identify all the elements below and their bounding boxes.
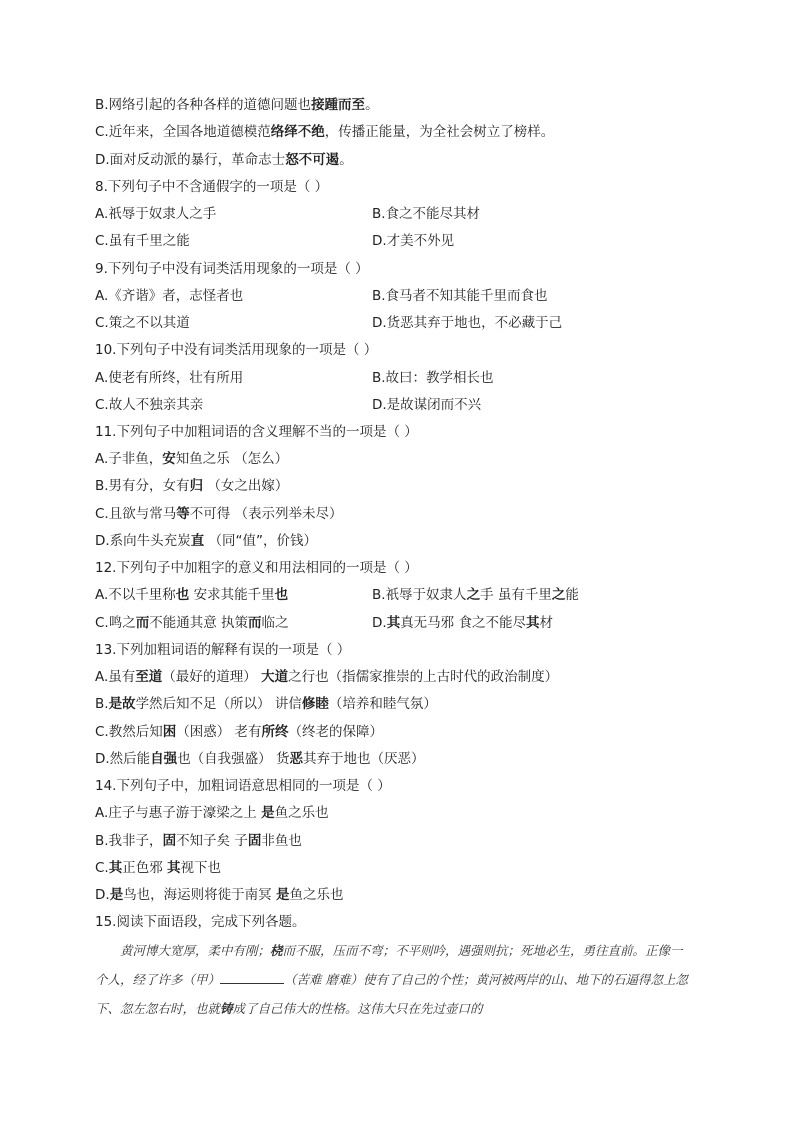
question-15: 15.阅读下面语段，完成下列各题。 — [95, 914, 306, 930]
bold-term: 接踵而至 — [311, 97, 366, 113]
bold-term: 自强 — [150, 751, 178, 767]
q12-option-b: B.祇辱于奴隶人之手 虽有千里之能 — [372, 587, 579, 603]
q13-option-c: C.教然后知困（困惑） 老有所终（终老的保障） — [95, 724, 384, 740]
question-10: 10.下列句子中没有词类活用现象的一项是（ ） — [95, 342, 378, 358]
q10-option-a: A.使老有所终，壮有所用 — [95, 370, 244, 386]
q11-option-b: B.男有分，女有归 （女之出嫁） — [95, 478, 289, 494]
bold-term: 大道 — [261, 669, 289, 685]
q14-option-d: D.是鸟也，海运则将徙于南冥 是鱼之乐也 — [95, 887, 344, 903]
bold-term: 也 — [175, 587, 190, 603]
q10-option-b: B.故曰：教学相长也 — [372, 370, 494, 386]
bold-term: 铸 — [220, 1001, 233, 1016]
question-12: 12.下列句子中加粗字的意义和用法相同的一项是（ ） — [95, 560, 418, 576]
option-line: D.面对反动派的暴行，革命志士怒不可遏。 — [95, 152, 353, 168]
q11-option-d: D.系向牛头充炭直 （同“值”，价钱） — [95, 533, 317, 549]
bold-term: 恶 — [289, 751, 303, 767]
q14-option-b: B.我非子，固不知子矣 子固非鱼也 — [95, 833, 302, 849]
q13-option-a: A.虽有至道（最好的道理） 大道之行也（指儒家推崇的上古时代的政治制度） — [95, 669, 559, 685]
bold-term: 而 — [248, 615, 262, 631]
q14-option-a: A.庄子与惠子游于濠梁之上 是鱼之乐也 — [95, 805, 329, 821]
question-14: 14.下列句子中，加粗词语意思相同的一项是（ ） — [95, 778, 391, 794]
q9-option-d: D.货恶其弃于地也，不必藏于己 — [372, 315, 563, 331]
bold-term: 而 — [135, 615, 150, 631]
answer-blank[interactable] — [220, 971, 284, 984]
bold-term: 归 — [189, 478, 204, 494]
bold-term: 也 — [274, 587, 289, 603]
bold-term: 其 — [108, 860, 123, 876]
bold-term: 其 — [386, 615, 401, 631]
bold-term: 所终 — [261, 724, 289, 740]
bold-term: 是故 — [108, 696, 136, 712]
q9-option-c: C.策之不以其道 — [95, 315, 190, 331]
bold-term: 安 — [162, 451, 176, 467]
q10-option-c: C.故人不独亲其亲 — [95, 397, 204, 413]
q8-option-a: A.祇辱于奴隶人之手 — [95, 206, 217, 222]
bold-term: 等 — [176, 506, 190, 522]
bold-term: 怒不可遏 — [285, 152, 340, 168]
bold-term: 是 — [261, 805, 275, 821]
q9-option-a: A.《齐谐》者，志怪者也 — [95, 288, 244, 304]
bold-term: 之 — [466, 587, 481, 603]
q13-option-b: B.是故学然后知不足（所以） 讲信修睦（培养和睦气氛） — [95, 696, 437, 712]
bold-term: 困 — [162, 724, 177, 740]
q11-option-a: A.子非鱼，安知鱼之乐 （怎么） — [95, 451, 289, 467]
option-line: B.网络引起的各种各样的道德问题也接踵而至。 — [95, 97, 379, 113]
bold-term: 至道 — [135, 669, 163, 685]
q13-option-d: D.然后能自强也（自我强盛） 货恶其弃于地也（厌恶） — [95, 751, 425, 767]
q12-option-d: D.其真无马邪 食之不能尽其材 — [372, 615, 553, 631]
bold-term: 修睦 — [301, 696, 329, 712]
q14-option-c: C.其正色邪 其视下也 — [95, 860, 222, 876]
option-line: C.近年来，全国各地道德模范络绎不绝，传播正能量，为全社会树立了榜样。 — [95, 124, 555, 140]
bold-term: 之 — [551, 587, 566, 603]
question-13: 13.下列加粗词语的解释有误的一项是（ ） — [95, 642, 351, 658]
q10-option-d: D.是故谋闭而不兴 — [372, 397, 482, 413]
q8-option-b: B.食之不能尽其材 — [372, 206, 481, 222]
question-9: 9.下列句子中没有词类活用现象的一项是（ ） — [95, 261, 369, 277]
q8-option-d: D.才美不外见 — [372, 233, 455, 249]
bold-term: 是 — [109, 887, 124, 903]
q12-option-a: A.不以千里称也 安求其能千里也 — [95, 587, 289, 603]
q9-option-b: B.食马者不知其能千里而食也 — [372, 288, 548, 304]
bold-term: 其 — [525, 615, 540, 631]
bold-term: 络绎不绝 — [270, 124, 325, 140]
reading-passage: 黄河博大宽厚，柔中有刚；桡而不服，压而不弯；不平则吟，遇强则抗；死地必生，勇往直前。正像一个人，经了许多（甲） （苦难 磨难）使有了自己的个性；黄河被两岸的山、地下的石逼得忽上忽下、忽左忽右时，也就铸成了自己伟大的性格。这伟大只在先过壶口的 — [95, 943, 688, 1016]
q8-option-c: C.虽有千里之能 — [95, 233, 190, 249]
q12-option-c: C.鸣之而不能通其意 执策而临之 — [95, 615, 289, 631]
bold-term: 桡 — [270, 943, 283, 958]
q11-option-c: C.且欲与常马等不可得 （表示列举未尽） — [95, 506, 343, 522]
bold-term: 是 — [275, 887, 290, 903]
bold-term: 固 — [247, 833, 262, 849]
question-11: 11.下列句子中加粗词语的含义理解不当的一项是（ ） — [95, 424, 418, 440]
bold-term: 其 — [167, 860, 181, 876]
bold-term: 固 — [162, 833, 177, 849]
bold-term: 直 — [190, 533, 205, 549]
question-8: 8.下列句子中不含通假字的一项是（ ） — [95, 179, 329, 195]
